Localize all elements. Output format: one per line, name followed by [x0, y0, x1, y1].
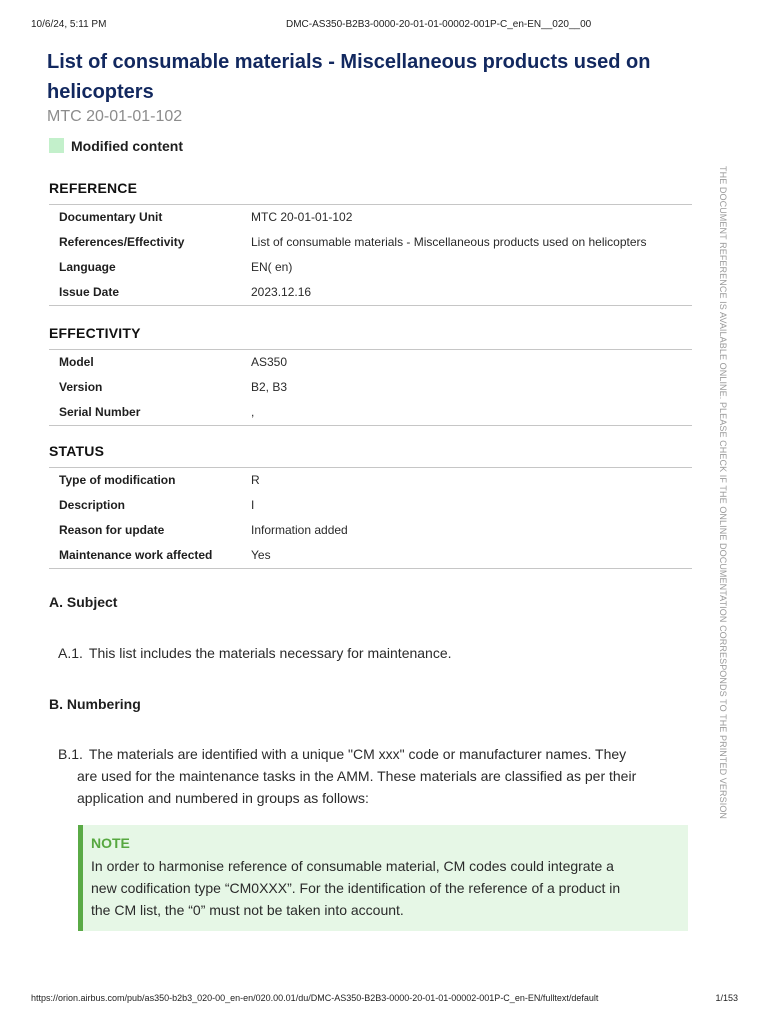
numbering-heading: B. Numbering [49, 696, 141, 712]
table-row [49, 493, 692, 518]
row-value: 2023.12.16 [251, 285, 312, 299]
paragraph-text: This list includes the materials necessary for maintenance. [88, 645, 452, 661]
row-value: B2, B3 [251, 380, 288, 394]
status-heading: STATUS [49, 443, 692, 468]
page-number: 1/153 [715, 993, 738, 1003]
row-key: References/Effectivity [59, 235, 185, 249]
row-key: Serial Number [59, 405, 141, 419]
row-value: AS350 [251, 355, 288, 369]
row-key: Documentary Unit [59, 210, 163, 224]
status-section [49, 443, 692, 569]
row-value: EN( en) [251, 260, 293, 274]
row-value: , [251, 405, 255, 419]
reference-section [49, 180, 692, 306]
table-row [49, 350, 692, 375]
numbering-paragraph [58, 743, 678, 809]
note-line: the CM list, the “0” must not be taken into account. [91, 902, 404, 918]
page-title: List of consumable materials - Miscellaneous products used on helicopters [47, 51, 651, 103]
subject-heading: A. Subject [49, 594, 118, 610]
row-key: Description [59, 498, 126, 512]
row-key: Model [59, 355, 94, 369]
row-key: Version [59, 380, 103, 394]
note-line: In order to harmonise reference of consumable material, CM codes could integrate a [91, 858, 614, 874]
paragraph-number: A.1. [58, 645, 83, 661]
paragraph-text-line: The materials are identified with a unique "CM xxx" code or manufacturer names. They [88, 746, 627, 762]
paragraph-number: B.1. [58, 746, 83, 762]
table-row [49, 255, 692, 280]
table-row [49, 375, 692, 400]
table-row [49, 518, 692, 543]
effectivity-heading: EFFECTIVITY [49, 325, 692, 350]
print-date: 10/6/24, 5:11 PM [31, 19, 107, 30]
row-key: Maintenance work affected [59, 548, 213, 562]
document-code: MTC 20-01-01-102 [47, 108, 183, 125]
reference-heading: REFERENCE [49, 180, 692, 205]
table-row [49, 205, 692, 230]
table-row [49, 468, 692, 493]
modified-label: Modified content [71, 138, 183, 154]
row-key: Type of modification [59, 473, 176, 487]
row-value: R [251, 473, 260, 487]
paragraph-text-line: are used for the maintenance tasks in the AMM. These materials are classified as per their [77, 768, 637, 784]
row-value: Yes [251, 548, 271, 562]
row-value: MTC 20-01-01-102 [251, 210, 353, 224]
modified-swatch [49, 138, 64, 153]
print-header [31, 19, 737, 33]
row-key: Language [59, 260, 116, 274]
row-value: I [251, 498, 255, 512]
note-line: new codification type “CM0XXX”. For the identification of the reference of a product in [91, 880, 621, 896]
print-dmc-code: DMC-AS350-B2B3-0000-20-01-01-00002-001P-C_en-EN__020__00 [286, 19, 592, 30]
table-row [49, 280, 692, 306]
row-key: Issue Date [59, 285, 120, 299]
row-value: List of consumable materials - Miscellaneous products used on helicopters [251, 235, 647, 249]
footer-url: https://orion.airbus.com/pub/as350-b2b3_020-00_en-en/020.00.01/du/DMC-AS350-B2B3-0000-20-01-01-00002-001P-C_en-EN/fulltext/default [31, 993, 599, 1003]
note-box [78, 825, 688, 931]
table-row [49, 543, 692, 569]
table-row [49, 230, 692, 255]
print-footer [31, 993, 738, 1007]
side-notice-text: THE DOCUMENT REFERENCE IS AVAILABLE ONLINE. PLEASE CHECK IF THE ONLINE DOCUMENTATION CORRESPONDS TO THE PRINTED VERSION [718, 166, 728, 820]
table-row [49, 400, 692, 426]
subject-paragraph [58, 642, 678, 664]
paragraph-text-line: application and numbered in groups as follows: [77, 790, 369, 806]
side-notice [718, 166, 734, 856]
row-key: Reason for update [59, 523, 165, 537]
note-title: NOTE [91, 835, 130, 851]
effectivity-section [49, 325, 692, 426]
note-text [91, 855, 676, 921]
row-value: Information added [251, 523, 348, 537]
